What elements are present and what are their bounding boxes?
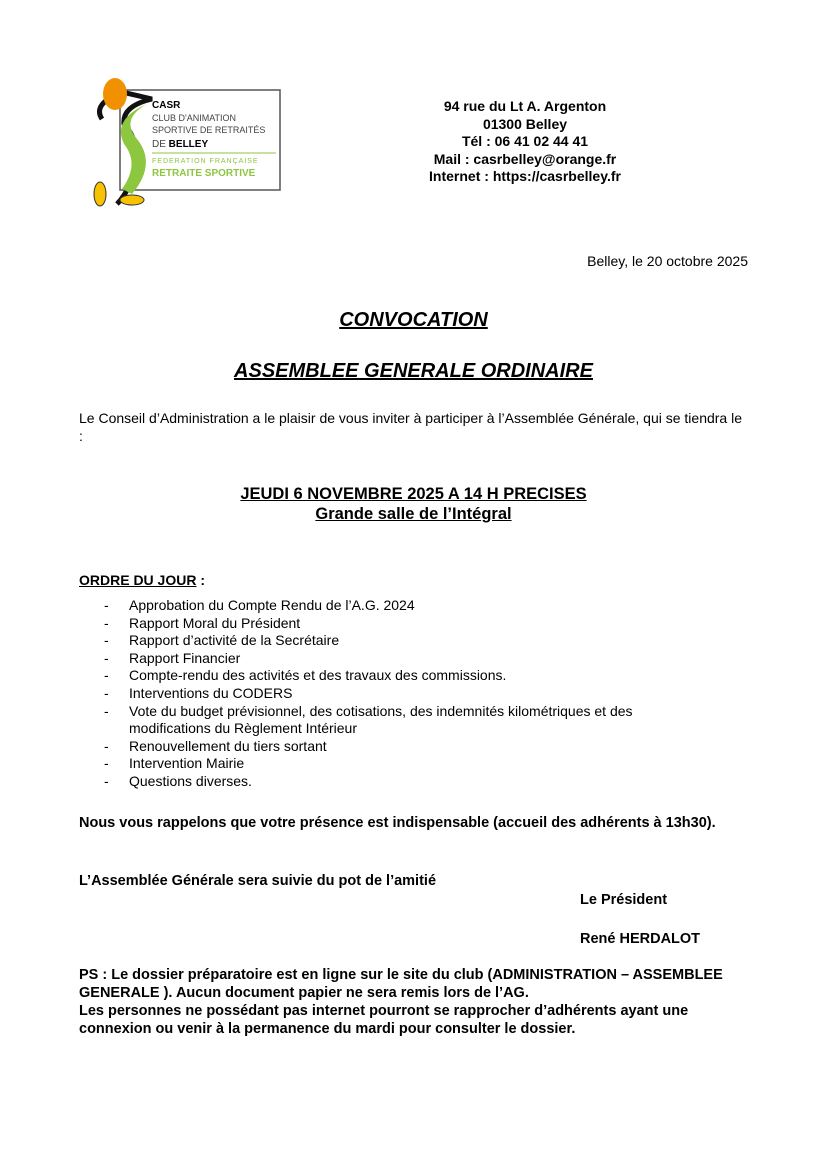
logo-text: SPORTIVE DE RETRAITÉS bbox=[152, 125, 266, 135]
website: Internet : https://casrbelley.fr bbox=[429, 168, 621, 185]
agenda-item: - Rapport Moral du Président bbox=[79, 615, 699, 633]
event-datetime: JEUDI 6 NOVEMBRE 2025 A 14 H PRECISES bbox=[240, 485, 587, 503]
logo-text: DE BELLEY bbox=[152, 139, 209, 150]
signature-role: Le Président bbox=[580, 892, 668, 908]
agenda-item: - Approbation du Compte Rendu de l’A.G. 2024 bbox=[79, 597, 699, 615]
agenda-list bbox=[79, 597, 699, 791]
email: Mail : casrbelley@orange.fr bbox=[433, 150, 617, 167]
document-subtitle: ASSEMBLEE GENERALE ORDINAIRE bbox=[234, 360, 593, 382]
agenda-item: - Rapport d’activité de la Secrétaire bbox=[79, 632, 699, 650]
postscript bbox=[79, 966, 759, 1038]
agenda-item: - Interventions du CODERS bbox=[79, 685, 699, 703]
agenda-heading bbox=[79, 572, 205, 588]
agenda-colon: : bbox=[196, 572, 206, 588]
letter-date: Belley, le 20 octobre 2025 bbox=[587, 253, 748, 269]
city: 01300 Belley bbox=[482, 115, 568, 132]
attendance-reminder: Nous vous rappelons que votre présence est indispensable (accueil des adhérents à 13h30). bbox=[79, 815, 716, 831]
pot-notice: L’Assemblée Générale sera suivie du pot de l’amitié bbox=[79, 873, 437, 889]
ps-line: Les personnes ne possédant pas internet pourront se rapprocher d’adhérents ayant une connexion ou venir à la permanence du mardi pour consulter le dossier. bbox=[79, 1003, 689, 1037]
event-place: Grande salle de l’Intégral bbox=[315, 505, 512, 523]
agenda-item: - Questions diverses. bbox=[79, 773, 699, 791]
logo-text: CASR bbox=[152, 100, 181, 111]
agenda-item: - Compte-rendu des activités et des travaux des commissions. bbox=[79, 667, 699, 685]
ps-line: PS : Le dossier préparatoire est en ligne sur le site du club (ADMINISTRATION – ASSEMBLEE GENERALE ). Aucun document papier ne sera remis lors de l’AG. bbox=[79, 967, 723, 1001]
casr-logo bbox=[82, 64, 286, 216]
phone: Tél : 06 41 02 44 41 bbox=[461, 133, 589, 150]
agenda-item: - Renouvellement du tiers sortant bbox=[79, 738, 699, 756]
signature-name: René HERDALOT bbox=[580, 931, 701, 947]
logo-text: FEDERATION FRANÇAISE bbox=[152, 158, 259, 165]
agenda-heading-text: ORDRE DU JOUR bbox=[79, 572, 197, 588]
agenda-item: - Rapport Financier bbox=[79, 650, 699, 668]
intro-paragraph: Le Conseil d’Administration a le plaisir de vous inviter à participer à l’Assemblée Générale, qui se tiendra le : bbox=[79, 410, 743, 444]
club-contact-header bbox=[400, 98, 650, 186]
agenda-item: - Vote du budget prévisionnel, des cotisations, des indemnités kilométriques et des modifications du Règlement Intérieur bbox=[79, 703, 699, 738]
logo-text: CLUB D'ANIMATION bbox=[152, 113, 237, 123]
agenda-item: - Intervention Mairie bbox=[79, 755, 699, 773]
address: 94 rue du Lt A. Argenton bbox=[443, 98, 607, 114]
document-title: CONVOCATION bbox=[339, 309, 488, 331]
logo-text: RETRAITE SPORTIVE bbox=[152, 168, 256, 179]
event-details bbox=[0, 484, 827, 524]
